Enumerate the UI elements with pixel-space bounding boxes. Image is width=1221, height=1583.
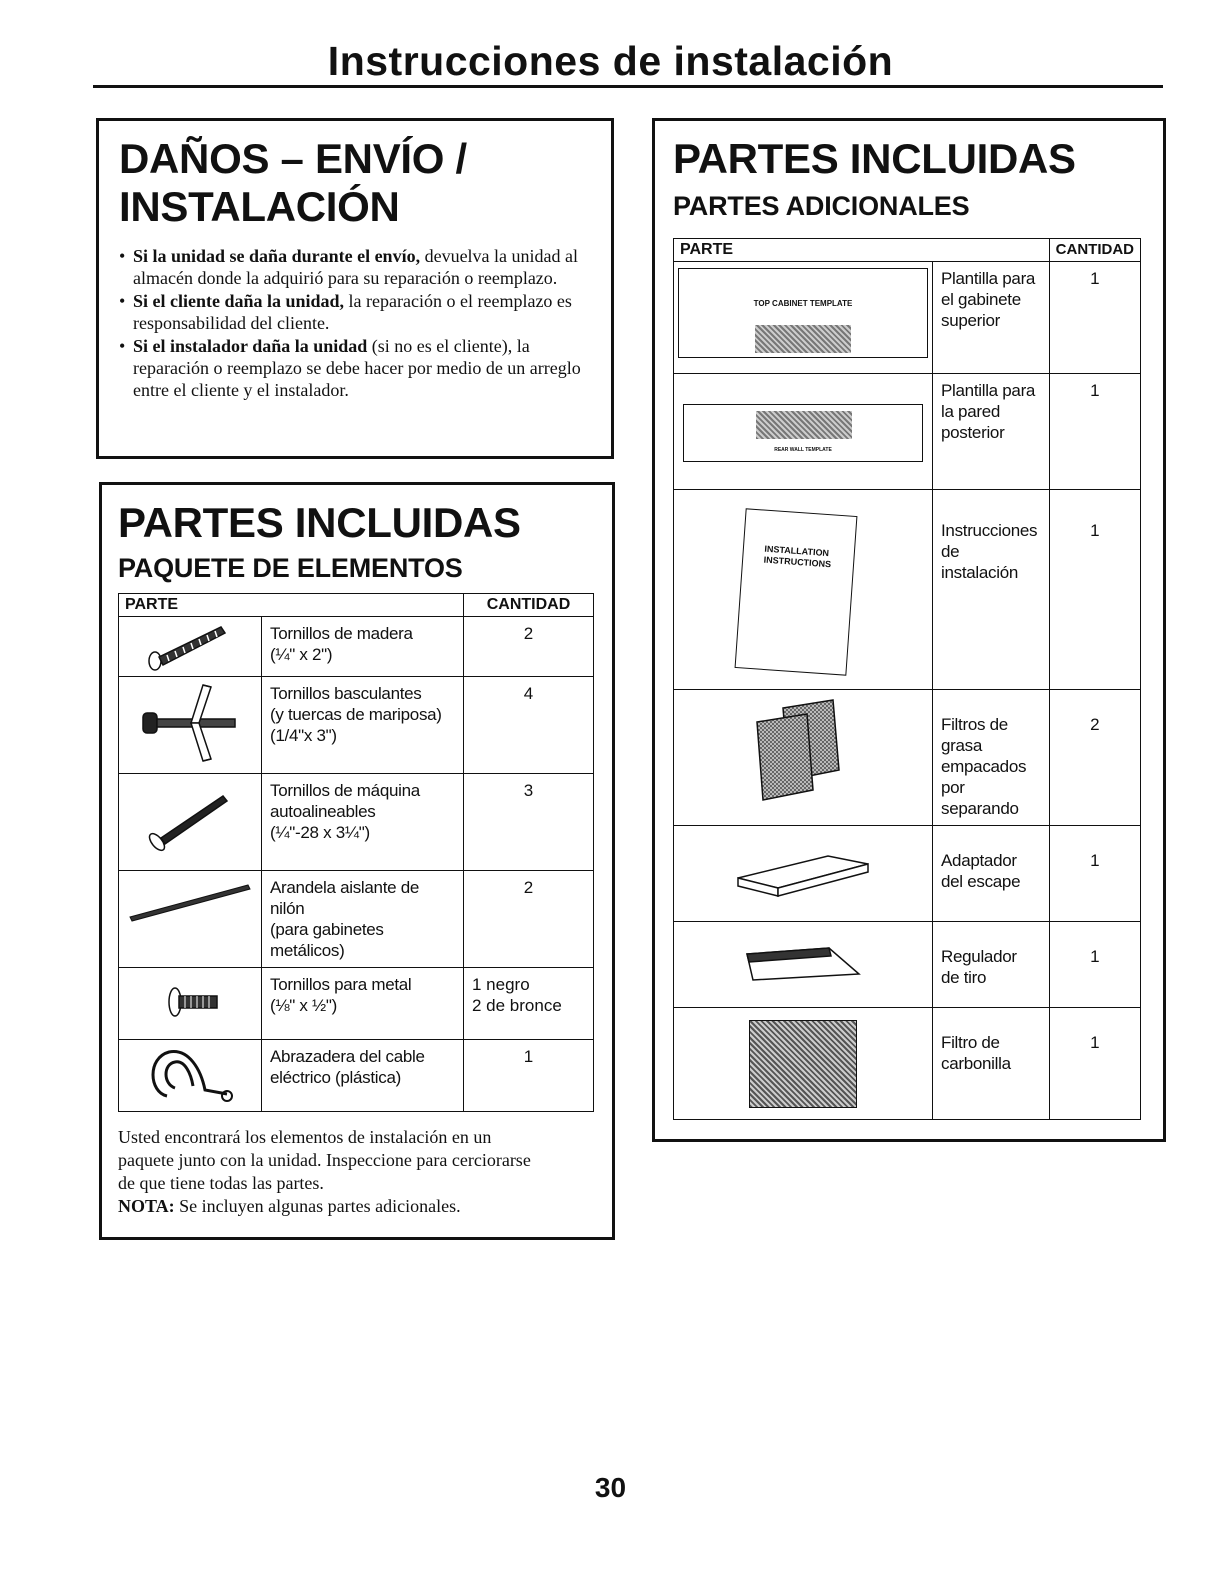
wood-screw-icon bbox=[135, 617, 245, 673]
package-part-qty: 3 bbox=[464, 774, 594, 871]
package-part-desc: Tornillos para metal (⅛" x ½") bbox=[262, 968, 464, 1040]
damage-title-line2: INSTALACIÓN bbox=[119, 183, 400, 230]
damper-icon bbox=[733, 934, 873, 994]
damage-item bbox=[119, 245, 593, 289]
additional-part-image bbox=[674, 374, 933, 490]
additional-part-desc: Adaptador del escape bbox=[933, 826, 1050, 922]
package-part-qty: 1 bbox=[464, 1040, 594, 1112]
package-part-qty: 1 negro 2 de bronce bbox=[464, 968, 594, 1040]
additional-part-desc: Regulador de tiro bbox=[933, 922, 1050, 1008]
template-label: TOP CABINET TEMPLATE bbox=[753, 299, 853, 308]
additional-part-image bbox=[674, 922, 933, 1008]
additional-subtitle: PARTES ADICIONALES bbox=[673, 191, 970, 221]
package-note-text: Se incluyen algunas partes adicionales. bbox=[174, 1196, 461, 1216]
package-part-qty: 2 bbox=[464, 617, 594, 677]
package-part-image bbox=[119, 871, 262, 968]
package-part-desc: Arandela aislante de nilón (para gabinetes metálicos) bbox=[262, 871, 464, 968]
additional-part-image bbox=[674, 1008, 933, 1120]
additional-part-desc: Filtros de grasa empacados por separando bbox=[933, 690, 1050, 826]
package-footnote: Usted encontrará los elementos de instalación en un paquete junto con la unidad. Inspeccione para cerciorarse de que tiene todas las partes. bbox=[118, 1127, 531, 1193]
damage-item-text: (si no es el cliente), la reparación o reemplazo se debe hacer por medio de un arreglo entre el cliente y el instalador. bbox=[133, 336, 581, 400]
additional-part-qty: 1 bbox=[1049, 1008, 1140, 1120]
damage-item-text: devuelva la unidad al almacén donde la adquirió para su reparación o reemplazo. bbox=[133, 246, 579, 288]
additional-part-qty: 1 bbox=[1049, 826, 1140, 922]
additional-part-desc: Plantilla para el gabinete superior bbox=[933, 262, 1050, 374]
metal-screw-icon bbox=[135, 968, 245, 1032]
exhaust-adapter-icon bbox=[728, 838, 878, 908]
package-part-qty: 4 bbox=[464, 677, 594, 774]
booklet-label: INSTALLATION INSTRUCTIONS bbox=[763, 543, 832, 570]
damage-box bbox=[96, 118, 614, 459]
cable-clamp-icon bbox=[135, 1040, 245, 1108]
package-col-qty: CANTIDAD bbox=[464, 594, 594, 617]
nylon-washer-icon bbox=[120, 871, 260, 931]
package-part-image bbox=[119, 968, 262, 1040]
damage-item-bold: Si la unidad se daña durante el envío, bbox=[133, 246, 421, 266]
package-part-qty: 2 bbox=[464, 871, 594, 968]
damage-item-bold: Si el cliente daña la unidad, bbox=[133, 291, 345, 311]
package-note bbox=[118, 1195, 594, 1218]
package-part-image bbox=[119, 1040, 262, 1112]
damage-item-text: la reparación o el reemplazo es responsabilidad del cliente. bbox=[133, 291, 572, 333]
damage-item bbox=[119, 335, 593, 401]
package-part-desc: Abrazadera del cable eléctrico (plástica) bbox=[262, 1040, 464, 1112]
damage-item bbox=[119, 290, 593, 334]
toggle-bolt-icon bbox=[135, 677, 245, 767]
additional-part-desc: Instrucciones de instalación bbox=[933, 490, 1050, 690]
additional-part-qty: 1 bbox=[1049, 374, 1140, 490]
additional-part-qty: 1 bbox=[1049, 922, 1140, 1008]
additional-part-desc: Filtro de carbonilla bbox=[933, 1008, 1050, 1120]
package-part-desc: Tornillos basculantes (y tuercas de mariposa) (1/4"x 3") bbox=[262, 677, 464, 774]
title-rule bbox=[93, 85, 1163, 88]
damage-item-bold: Si el instalador daña la unidad bbox=[133, 336, 368, 356]
grease-filters-icon bbox=[743, 696, 863, 806]
damage-title-line1: DAÑOS – ENVÍO / bbox=[119, 135, 467, 182]
additional-part-desc: Plantilla para la pared posterior bbox=[933, 374, 1050, 490]
additional-title: PARTES INCLUIDAS bbox=[673, 135, 1076, 182]
additional-part-qty: 1 bbox=[1049, 262, 1140, 374]
damage-list bbox=[119, 245, 593, 401]
package-subtitle: PAQUETE DE ELEMENTOS bbox=[118, 553, 463, 583]
instructions-booklet-icon bbox=[738, 502, 868, 674]
package-note-label: NOTA: bbox=[118, 1196, 175, 1216]
additional-col-part: PARTE bbox=[674, 239, 1050, 262]
rear-template-label: REAR WALL TEMPLATE bbox=[774, 447, 832, 453]
package-part-desc: Tornillos de máquina autoalineables (¼"-28 x 3¼") bbox=[262, 774, 464, 871]
additional-part-image bbox=[674, 262, 933, 374]
package-box bbox=[99, 482, 615, 1240]
additional-col-qty: CANTIDAD bbox=[1049, 239, 1140, 262]
package-part-image bbox=[119, 617, 262, 677]
additional-box bbox=[652, 118, 1166, 1142]
package-part-image bbox=[119, 774, 262, 871]
additional-table bbox=[673, 238, 1141, 1120]
package-part-desc: Tornillos de madera (¼" x 2") bbox=[262, 617, 464, 677]
page-title: Instrucciones de instalación bbox=[327, 38, 894, 84]
machine-screw-icon bbox=[135, 774, 245, 864]
package-part-image bbox=[119, 677, 262, 774]
page-number: 30 bbox=[594, 1472, 627, 1503]
package-col-part: PARTE bbox=[119, 594, 464, 617]
additional-part-image bbox=[674, 690, 933, 826]
rear-wall-template-icon bbox=[683, 404, 923, 462]
top-cabinet-template-icon bbox=[678, 268, 928, 358]
additional-part-image bbox=[674, 490, 933, 690]
additional-part-image bbox=[674, 826, 933, 922]
package-title: PARTES INCLUIDAS bbox=[118, 499, 521, 546]
additional-part-qty: 1 bbox=[1049, 490, 1140, 690]
additional-part-qty: 2 bbox=[1049, 690, 1140, 826]
charcoal-filter-icon bbox=[749, 1020, 857, 1108]
package-table bbox=[118, 593, 594, 1112]
